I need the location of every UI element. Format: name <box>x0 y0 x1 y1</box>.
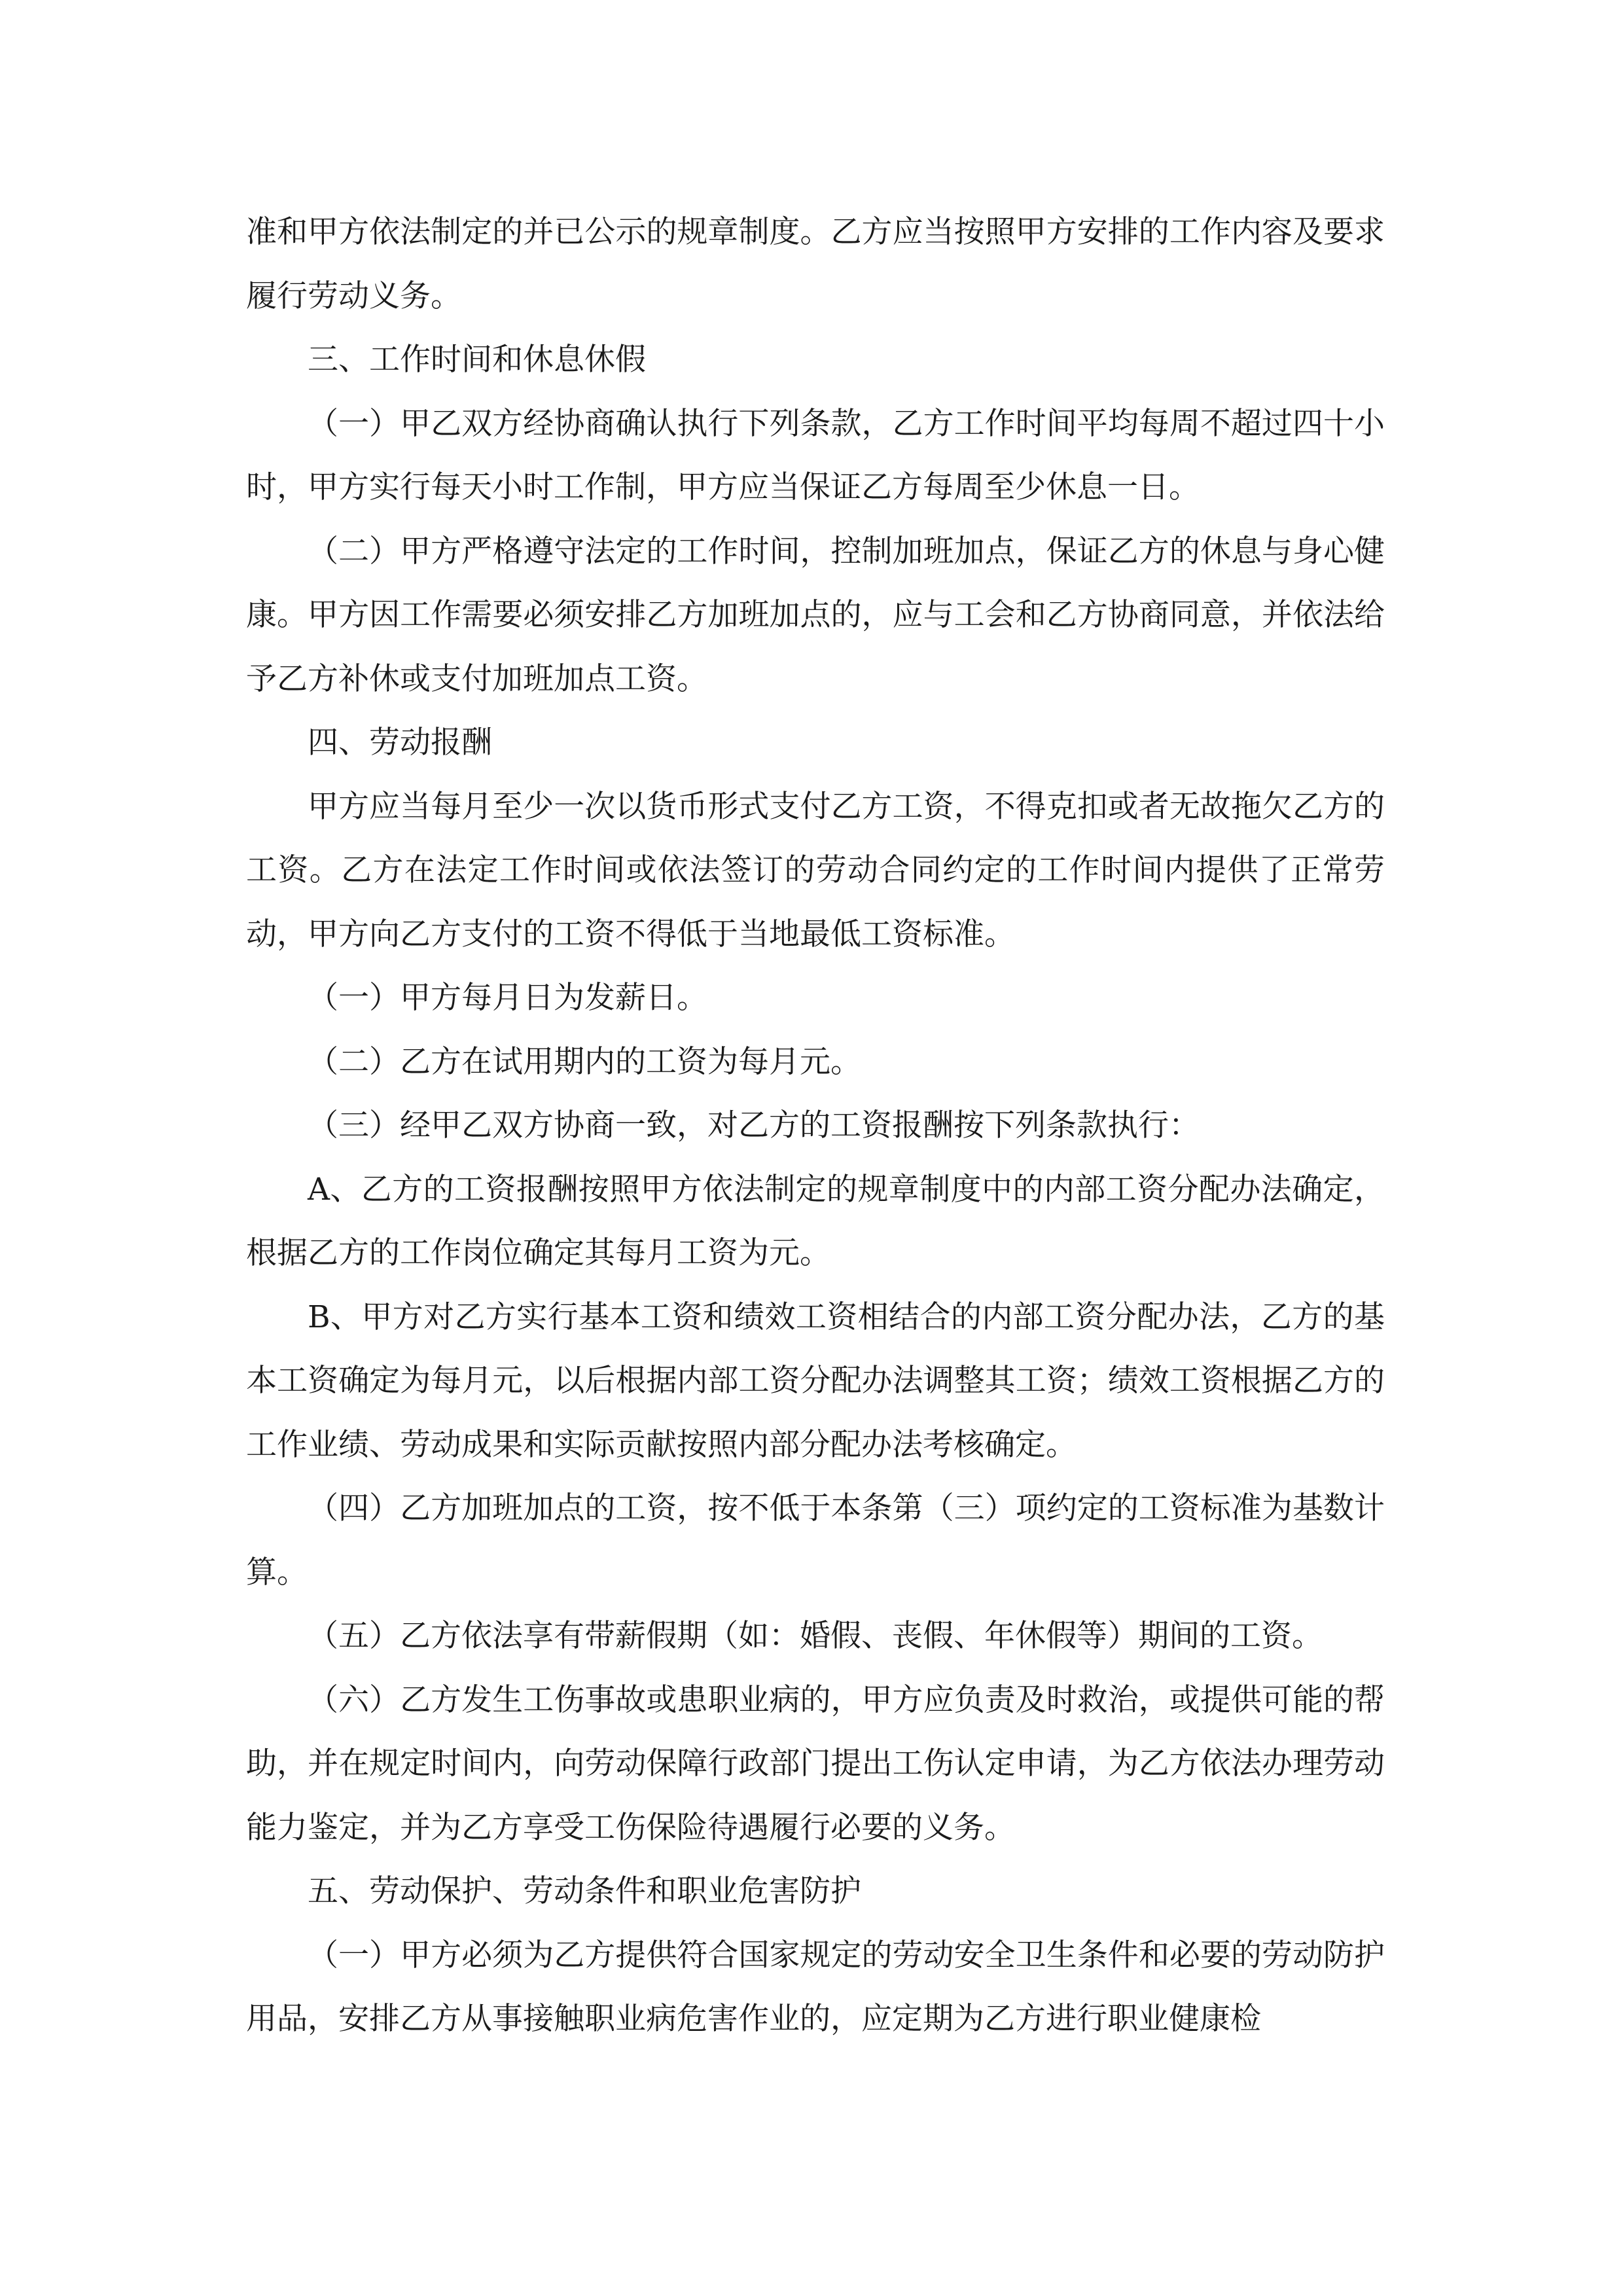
clause-work-hours-2: （二）甲方严格遵守法定的工作时间，控制加班加点，保证乙方的休息与身心健康。甲方因工作需要必须安排乙方加班加点的，应与工会和乙方协商同意，并依法给予乙方补休或支付加班加点工资。 <box>246 533 1385 697</box>
document-body <box>246 200 1385 2051</box>
section-heading-work-hours: 三、工作时间和休息休假 <box>308 342 646 378</box>
clause-work-hours-1: （一）甲乙双方经协商确认执行下列条款，乙方工作时间平均每周不超过四十小时，甲方实行每天小时工作制，甲方应当保证乙方每周至少休息一日。 <box>246 405 1385 505</box>
clause-remuneration-4: （四）乙方加班加点的工资，按不低于本条第（三）项约定的工资标准为基数计算。 <box>246 1490 1385 1590</box>
clause-labor-protection-1: （一）甲方必须为乙方提供符合国家规定的劳动安全卫生条件和必要的劳动防护用品，安排乙方从事接触职业病危害作业的，应定期为乙方进行职业健康检 <box>246 1937 1385 2037</box>
clause-remuneration-5: （五）乙方依法享有带薪假期（如：婚假、丧假、年休假等）期间的工资。 <box>308 1618 1323 1654</box>
clause-remuneration-3: （三）经甲乙双方协商一致，对乙方的工资报酬按下列条款执行： <box>308 1107 1200 1143</box>
section-heading-labor-protection: 五、劳动保护、劳动条件和职业危害防护 <box>308 1873 861 1909</box>
clause-remuneration-3a: A、乙方的工资报酬按照甲方依法制定的规章制度中的内部工资分配办法确定，根据乙方的工作岗位确定其每月工资为元。 <box>246 1171 1385 1271</box>
clause-remuneration-2: （二）乙方在试用期内的工资为每月元。 <box>308 1043 861 1080</box>
clause-remuneration-3b: B、甲方对乙方实行基本工资和绩效工资相结合的内部工资分配办法，乙方的基本工资确定为每月元，以后根据内部工资分配办法调整其工资；绩效工资根据乙方的工作业绩、劳动成果和实际贡献按照内部分配办法考核确定。 <box>246 1299 1385 1463</box>
clause-remuneration-6: （六）乙方发生工伤事故或患职业病的，甲方应负责及时救治，或提供可能的帮助，并在规定时间内，向劳动保障行政部门提出工伤认定申请，为乙方依法办理劳动能力鉴定，并为乙方享受工伤保险待遇履行必要的义务。 <box>246 1681 1385 1846</box>
clause-remuneration-intro: 甲方应当每月至少一次以货币形式支付乙方工资，不得克扣或者无故拖欠乙方的工资。乙方在法定工作时间或依法签订的劳动合同约定的工作时间内提供了正常劳动，甲方向乙方支付的工资不得低于当地最低工资标准。 <box>246 788 1385 952</box>
clause-remuneration-1: （一）甲方每月日为发薪日。 <box>308 980 707 1016</box>
paragraph-continuation: 准和甲方依法制定的并已公示的规章制度。乙方应当按照甲方安排的工作内容及要求履行劳动义务。 <box>246 214 1385 314</box>
section-heading-remuneration: 四、劳动报酬 <box>308 725 492 761</box>
